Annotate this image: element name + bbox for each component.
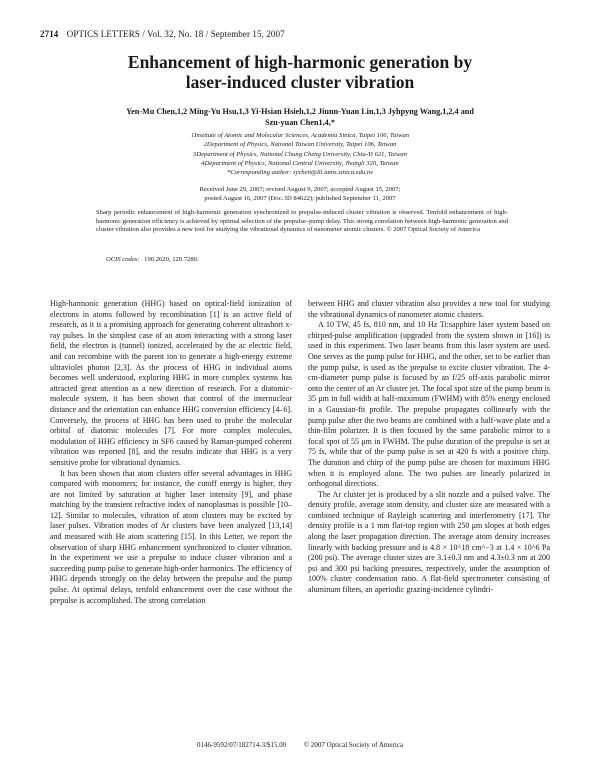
paper-title	[60, 52, 540, 92]
paragraph: It has been shown that atom clusters offer several advantages in HHG compared with monomers; for instance, the cutoff energy is higher, they are not limited by saturation at higher laser intensity [9], and phase matching by the transient refractive index of nanoplasmas is possible [10–12]. Similar to molecules, vibration of atom clusters may be excited by laser pulses. Vibration modes of Ar clusters have been analyzed [13,14] and measured with He atom scattering [15]. In this Letter, we report the observation of sharp HHG enhancement synchronized to cluster vibration. In the experiment we use a prepulse to induce cluster vibration and a succeeding pump pulse to generate high-order harmonics. The efficiency of HHG depends strongly on the delay between the prepulse and the pump pulse. At optimal delays, tenfold enhancement over the case without the prepulse is accomplished. The strong correlation	[50, 468, 292, 605]
body-right-column	[308, 299, 550, 596]
publication-dates	[90, 185, 510, 203]
authors-line-1: Yen-Mu Chen,1,2 Ming-Yu Hsu,1,3 Yi-Hsian Hsieh,1,2 Jiunn-Yuan Lin,1,3 Jyhpyng Wang,1,2,4 and	[126, 107, 474, 116]
title-line-1: Enhancement of high-harmonic generation by	[127, 52, 473, 72]
affiliations	[90, 131, 510, 177]
journal-running-head: OPTICS LETTERS / Vol. 32, No. 18 / September 15, 2007	[66, 29, 285, 39]
running-header	[40, 29, 560, 39]
affiliation-2: 2Department of Physics, National Taiwan University, Taipei 106, Taiwan	[203, 141, 397, 149]
copyright-footer: 0146-9592/07/182714-3/$15.00 © 2007 Optical Society of America	[197, 741, 403, 749]
abstract: Sharp periodic enhancement of high-harmonic generation synchronized to prepulse-induced cluster vibration is observed. Tenfold enhancement of high-harmonic generation efficiency is achieved by optimal selection of the prepulse–pump delay. This strong correlation between high-harmonic generation and cluster vibration also provides a new tool for studying the vibrational dynamics of nanometer atomic clusters. © 2007 Optical Society of America	[96, 209, 508, 234]
paragraph: between HHG and cluster vibration also provides a new tool for studying the vibrational dynamics of nanometer atomic clusters.	[308, 299, 550, 319]
affiliation-1: 1Institute of Atomic and Molecular Sciences, Academia Sinica, Taipei 106, Taiwan	[190, 132, 410, 139]
dates-line-2: posted August 16, 2007 (Doc. ID 84622); published September 11, 2007	[204, 195, 396, 202]
paragraph: High-harmonic generation (HHG) based on optical-field ionization of electrons in atoms followed by recombination [1] is an active field of research, as it is a promising approach for generating coherent ultrashort x-ray pulses. In the simplest case of an atom interacting with a strong laser field, the electron is (tunnel) ionized, accelerated by the ac electric field, and can recombine with the parent ion to generate a high-energy extreme ultraviolet photon [2,3]. As the process of HHG in individual atoms becomes well understood, exploring HHG in more complex systems has attracted great attention as a new direction of research. For a diatomic-molecule system, it has been shown that control of the internuclear distance and the orientation can enhance HHG conversion efficiency [4–6]. Conversely, the process of HHG has been used to probe the molecular orbital of diatomic molecules [7]. For more complex molecules, modulation of HHG efficiency in SF6 caused by Raman-pumped coherent vibration was reported [8], and the results indicate that HHG is a very sensitive probe for vibrational dynamics.	[50, 299, 292, 467]
author-list	[90, 106, 510, 128]
ocis-label: OCIS codes:	[106, 256, 140, 263]
ocis-values: 190.2620, 120.7280.	[144, 256, 199, 263]
corresponding-author: *Corresponding author: sychen@ltl.iams.sinica.edu.tw	[226, 169, 374, 177]
authors-line-2: Szu-yuan Chen1,4,*	[265, 118, 335, 127]
affiliation-3: 3Department of Physics, National Chung Cheng University, Chia-Yi 621, Taiwan	[193, 150, 407, 158]
body-left-column	[50, 299, 292, 606]
paragraph: The Ar cluster jet is produced by a slit nozzle and a pulsed valve. The density profile, average atom density, and cluster size are measured with a combined technique of Rayleigh scattering and interferometry [17]. The density profile is a 1 mm flat-top region with 250 μm slopes at both edges along the laser propagation direction. The average atom density increases linearly with backing pressure and is 4.8 × 10^18 cm^−3 at 1.4 × 10^6 Pa (200 psi). The average cluster sizes are 3.1±0.3 nm and 4.3±0.3 nm at 200 psi and 300 psi backing pressures, respectively, under the assumption of 100% cluster condensation ratio. A flat-field spectrometer consisting of aluminum filters, an aperiodic grazing-incidence cylindri-	[308, 489, 550, 595]
affiliation-4: 4Department of Physics, National Central University, Jhongli 320, Taiwan	[201, 159, 399, 167]
ocis-codes	[106, 256, 199, 263]
title-line-2: laser-induced cluster vibration	[185, 72, 415, 92]
page-number: 2714	[40, 29, 59, 39]
dates-line-1: Received June 29, 2007; revised August 9, 2007; accepted August 15, 2007;	[199, 186, 401, 193]
paragraph: A 10 TW, 45 fs, 810 nm, and 10 Hz Ti:sapphire laser system based on chirped-pulse amplification (upgraded from the system shown in [16]) is used in this experiment. Two laser beams from this laser system are used. One serves as the pump pulse for HHG, and the other, set to be earlier than the pump pulse, is used as the prepulse to excite cluster vibration. The 4-cm-diameter pump pulse is focused by an f/25 off-axis parabolic mirror onto the center of an Ar cluster jet. The focal spot size of the pump beam is 35 μm in full width at half-maximum (FWHM) with 85% energy enclosed in a Gaussian-fit profile. The prepulse propagates collinearly with the pump pulse after the two beams are combined with a half-wave plate and a thin-film polarizer. It is then focused by the same parabolic mirror to a focal spot of 55 μm in FWHM. The pulse duration of the prepulse is set at 75 fs, while that of the pump pulse is set at 420 fs with a positive chirp. The duration and chirp of the pump pulse are chosen for maximum HHG when it is employed alone. The two pulses are linearly polarized in orthogonal directions.	[308, 320, 550, 489]
